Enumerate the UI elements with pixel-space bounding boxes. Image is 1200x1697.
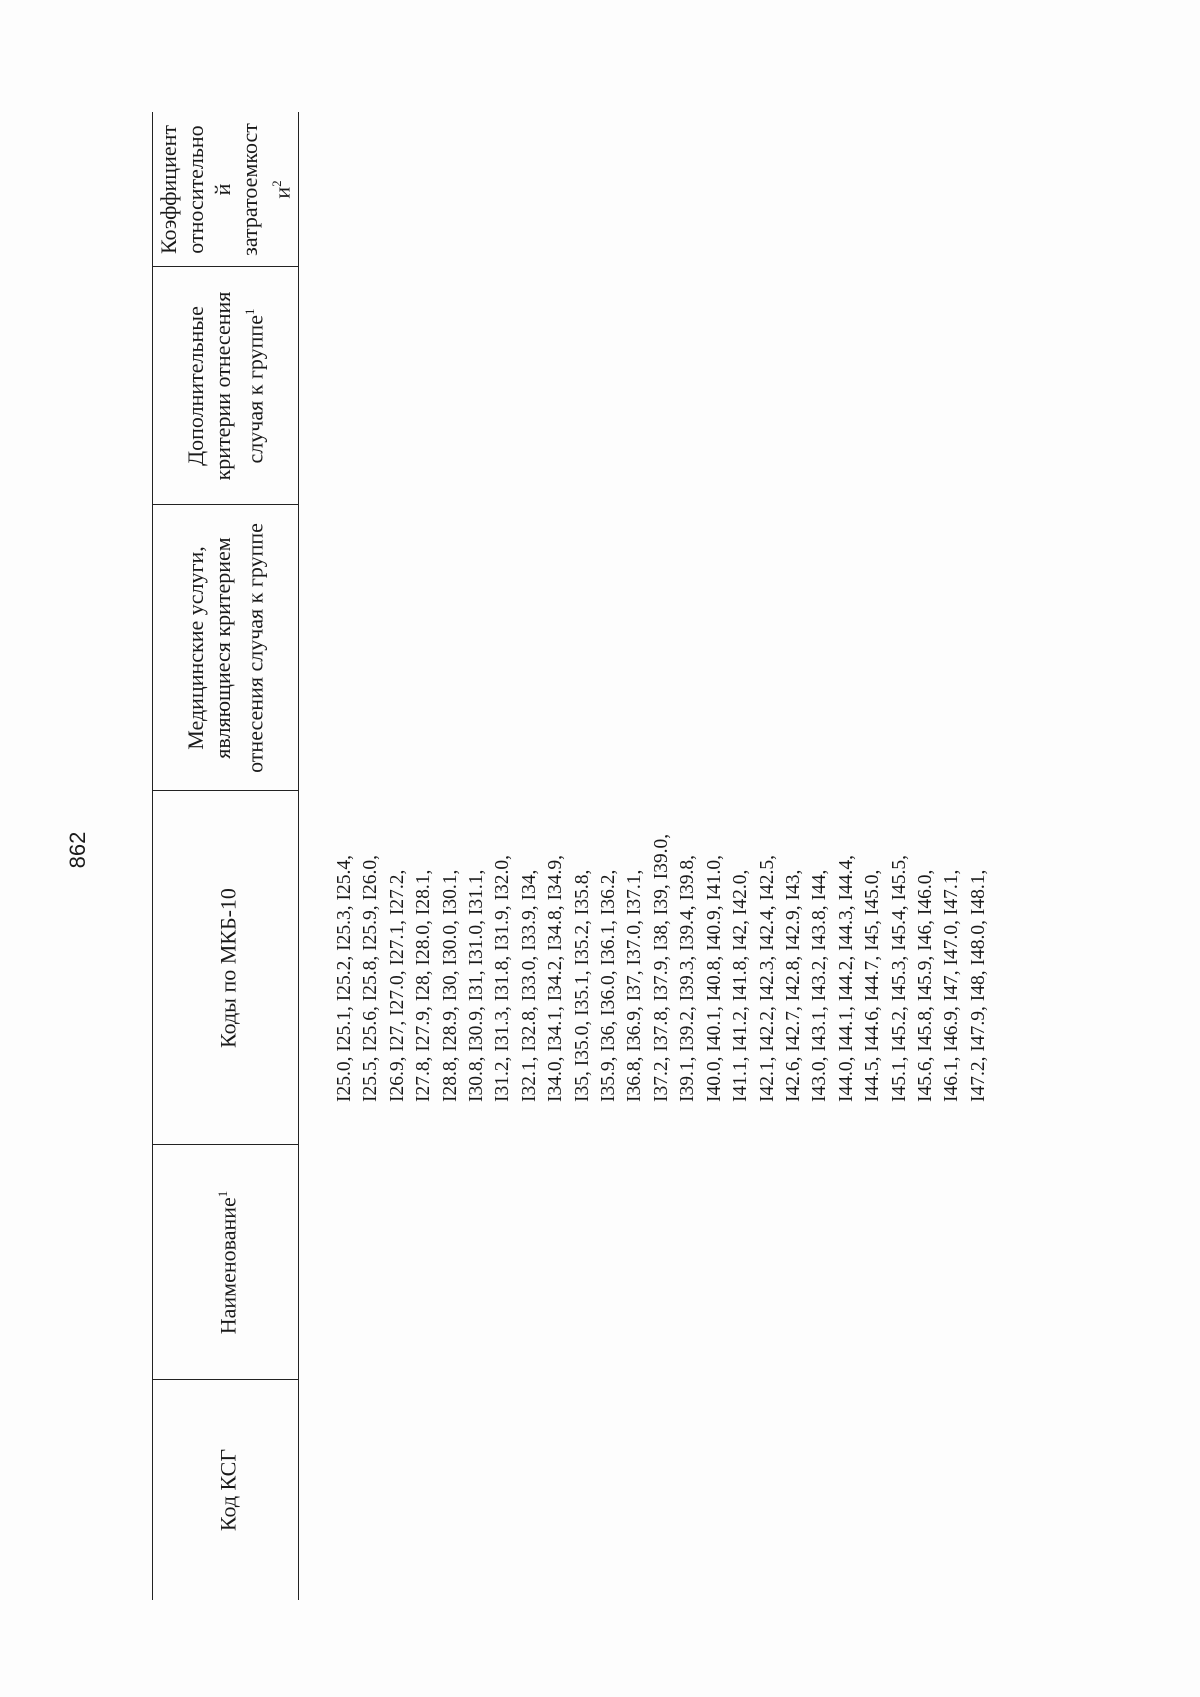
header-ksg-code: Код КСГ <box>215 1448 241 1532</box>
icd-codes-line: I44.0, I44.1, I44.2, I44.3, I44.4, <box>835 855 857 1102</box>
icd-codes-line: I42.1, I42.2, I42.3, I42.4, I42.5, <box>756 855 778 1102</box>
icd-codes-line: I42.6, I42.7, I42.8, I42.9, I43, <box>782 869 804 1102</box>
icd-codes-line: I31.2, I31.3, I31.8, I31.9, I32.0, <box>492 855 514 1102</box>
icd-codes-line: I30.8, I30.9, I31, I31.0, I31.1, <box>466 869 488 1102</box>
icd-codes-line: I37.2, I37.8, I37.9, I38, I39, I39.0, <box>650 833 672 1102</box>
header-additional-criteria: Дополнительные критерии отнесения случая к группе$^1$ <box>182 291 268 481</box>
icd-codes-line: I44.5, I44.6, I44.7, I45, I45.0, <box>862 869 884 1102</box>
icd-codes-line: I39.1, I39.2, I39.3, I39.4, I39.8, <box>677 855 699 1102</box>
icd-codes-line: I46.1, I46.9, I47, I47.0, I47.1, <box>941 869 963 1102</box>
icd-codes-line: I27.8, I27.9, I28, I28.0, I28.1, <box>413 869 435 1102</box>
icd-codes-line: I36.8, I36.9, I37, I37.0, I37.1, <box>624 869 646 1102</box>
icd-codes-line: I45.1, I45.2, I45.3, I45.4, I45.5, <box>888 855 910 1102</box>
icd-codes-line: I32.1, I32.8, I33.0, I33.9, I34, <box>518 869 540 1102</box>
icd-codes-cell <box>332 542 992 1102</box>
icd-codes-line: I40.0, I40.1, I40.8, I40.9, I41.0, <box>703 855 725 1102</box>
rotated-table <box>152 112 989 1600</box>
header-name: Наименование$^1$ <box>214 1190 241 1335</box>
icd-codes-line: I34.0, I34.1, I34.2, I34.8, I34.9, <box>545 855 567 1102</box>
icd-codes-line: I43.0, I43.1, I43.2, I43.8, I44, <box>809 869 831 1102</box>
icd-codes-line: I45.6, I45.8, I45.9, I46, I46.0, <box>914 869 936 1102</box>
icd-codes-line: I26.9, I27, I27.0, I27.1, I27.2, <box>386 869 408 1102</box>
header-medical-services: Медицинские услуги, являющиеся критерием отнесения случая к группе <box>182 523 268 773</box>
icd-codes-line: I28.8, I28.9, I30, I30.0, I30.1, <box>439 869 461 1102</box>
icd-codes-line: I35.9, I36, I36.0, I36.1, I36.2, <box>598 869 620 1102</box>
icd-codes-line: I41.1, I41.2, I41.8, I42, I42.0, <box>730 869 752 1102</box>
icd-codes-line: I25.5, I25.6, I25.8, I25.9, I26.0, <box>360 855 382 1102</box>
header-bottom-rule <box>298 112 299 1600</box>
header-cost-coefficient: Коэффициент относительно й затратоемкост $и^2$ <box>155 123 295 256</box>
icd-codes-line: I47.2, I47.9, I48, I48.0, I48.1, <box>967 869 989 1102</box>
icd-codes-line: I25.0, I25.1, I25.2, I25.3, I25.4, <box>334 855 355 1102</box>
header-icd-codes: Коды по МКБ-10 <box>215 888 241 1048</box>
icd-codes-line: I35, I35.0, I35.1, I35.2, I35.8, <box>571 869 593 1102</box>
page-number: 862 <box>65 831 90 869</box>
